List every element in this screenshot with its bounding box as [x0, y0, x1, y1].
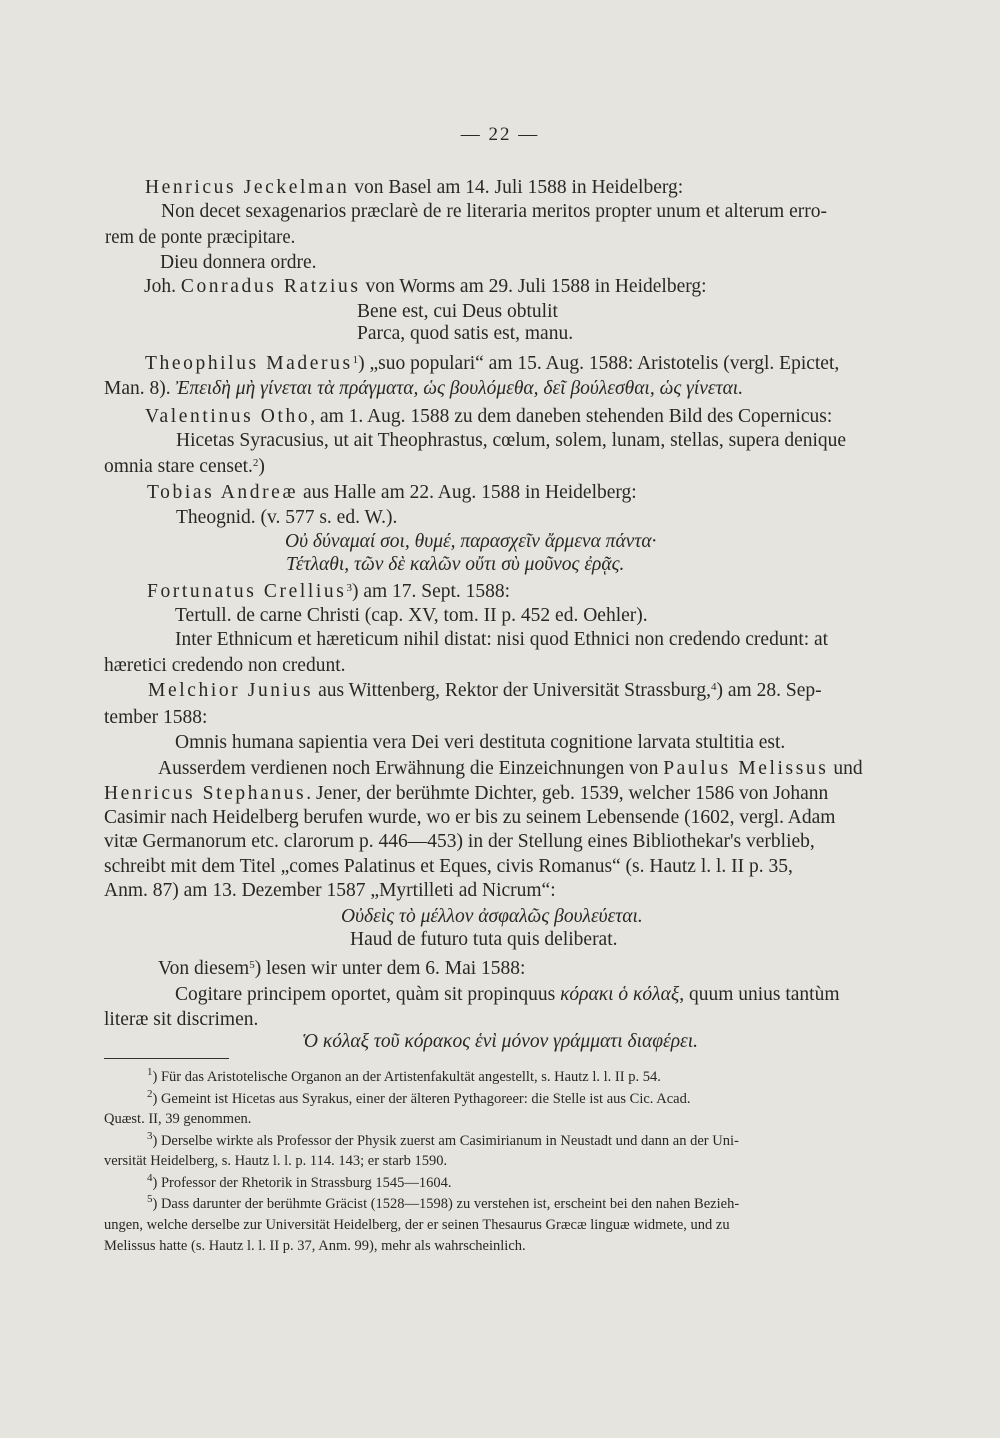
- text-line: [104, 654, 370, 678]
- text-run: Hicetas Syracusius, ut ait Theophrastus, cœlum, solem, lunam, stellas, supera denique: [176, 430, 847, 451]
- text-line: [357, 300, 573, 324]
- text-run: und: [828, 758, 863, 779]
- text-run: ): [258, 456, 265, 477]
- footnote-line: [147, 1173, 515, 1193]
- text-run: ) am 17. Sept. 1588:: [351, 581, 511, 602]
- text-run: Man. 8).: [104, 378, 176, 399]
- footnote-marker: 4: [147, 1172, 153, 1184]
- text-run: Casimir nach Heidelberg berufen wurde, wo er bis zu seinem Lebensende (1602, vergl. Adam: [104, 807, 836, 828]
- text-run: Omnis humana sapientia vera Dei veri destituta cognitione larvata stultitia est.: [175, 732, 786, 753]
- text-line: [341, 905, 671, 929]
- name-text: Conradus Ratzius: [180, 276, 361, 297]
- greek-text: Οὐ δύναμαί σοι, θυμέ, παρασχεῖν ἄρμενα πάντα·: [285, 531, 657, 552]
- text-run: ) „suo populari“ am 15. Aug. 1588: Aristotelis (vergl. Epictet,: [358, 353, 840, 374]
- text-run: hæretici credendo non credunt.: [104, 655, 346, 676]
- text-run: von Basel am 14. Juli 1588 in Heidelberg:: [349, 177, 684, 198]
- text-run: literæ sit discrimen.: [104, 1009, 259, 1030]
- text-line: [148, 679, 920, 703]
- text-run: schreibt mit dem Titel „comes Palatinus et Eques, civis Romanus“ (s. Hautz l. l. II p. 35,: [104, 856, 793, 877]
- footnote-marker: 2: [147, 1088, 153, 1100]
- text-run: Haud de futuro tuta quis deliberat.: [350, 929, 618, 950]
- text-line: [145, 352, 920, 376]
- text-line: [175, 628, 920, 652]
- text-line: [104, 782, 920, 806]
- text-line: [147, 580, 572, 604]
- text-run: ) am 28. Sep-: [716, 680, 822, 701]
- text-run: Parca, quod satis est, manu.: [357, 323, 574, 344]
- text-run: ) Gemeint ist Hicetas aus Syrakus, einer der älteren Pythagoreer: die Stelle ist aus Cic. Acad.: [152, 1091, 691, 1107]
- text-run: ungen, welche derselbe zur Universität Heidelberg, der er seinen Thesaurus Græcæ linguæ widmete, und zu: [104, 1217, 730, 1233]
- footnote-line: [104, 1151, 559, 1171]
- text-run: rem de ponte præcipitare.: [105, 227, 296, 248]
- footnote-rule: [104, 1058, 229, 1059]
- text-line: [175, 731, 887, 755]
- text-run: versität Heidelberg, s. Hautz l. l. p. 114. 143; er starb 1590.: [104, 1153, 448, 1169]
- text-run: ) Derselbe wirkte als Professor der Physik zuerst am Casimirianum in Neustadt und dann an der Uni-: [152, 1133, 739, 1149]
- greek-text: κόρακι ὁ κόλαξ: [560, 984, 680, 1005]
- greek-text: Οὐδεὶς τὸ μέλλον ἀσφαλῶς βουλεύεται.: [341, 906, 643, 927]
- greek-text: Τέτλαθι, τῶν δὲ καλῶν οὔτι σὺ μοῦνος ἐρᾷς.: [286, 554, 625, 575]
- text-run: aus Wittenberg, Rektor der Universität Strassburg,: [313, 680, 712, 701]
- footnote-line: [104, 1236, 664, 1256]
- text-run: von Worms am 29. Juli 1588 in Heidelberg:: [360, 276, 707, 297]
- text-run: ) Dass darunter der berühmte Gräcist (1528—1598) zu verstehen ist, erscheint bei den nahen Bezieh-: [152, 1196, 740, 1212]
- text-run: Theognid. (v. 577 s. ed. W.).: [176, 507, 398, 528]
- footnote-marker: 3: [147, 1130, 153, 1142]
- text-line: [357, 322, 595, 346]
- name-text: Paulus Melissus: [663, 758, 829, 779]
- text-line: [147, 481, 712, 505]
- footnote-marker: 4: [711, 681, 717, 693]
- text-run: Melissus hatte (s. Hautz l. l. II p. 37, Anm. 99), mehr als wahrscheinlich.: [104, 1238, 526, 1254]
- footnote-line: [147, 1194, 921, 1214]
- text-run: Ausserdem verdienen noch Erwähnung die Einzeichnungen von: [158, 758, 664, 779]
- footnote-marker: 1: [352, 354, 359, 366]
- text-run: ) lesen wir unter dem 6. Mai 1588:: [254, 958, 526, 979]
- text-line: [285, 530, 705, 554]
- footnote-marker: 5: [249, 959, 255, 971]
- text-run: Joh.: [144, 276, 181, 297]
- text-line: [104, 455, 314, 479]
- text-line: [104, 377, 864, 401]
- text-line: [175, 983, 920, 1007]
- text-run: . Jener, der berühmte Dichter, geb. 1539, welcher 1586 von Johann: [306, 783, 829, 804]
- text-line: [145, 176, 765, 200]
- text-line: [104, 830, 920, 854]
- text-line: [160, 251, 328, 275]
- text-run: , am 1. Aug. 1588 zu dem daneben stehenden Bild des Copernicus:: [310, 406, 833, 427]
- greek-text: Ἐπειδὴ μὴ γίνεται τὰ πράγματα, ὡς βουλόμεθα, δεῖ βούλεσθαι, ὡς γίνεται.: [175, 378, 744, 399]
- text-run: omnia stare censet.: [104, 456, 253, 477]
- text-line: [105, 226, 296, 250]
- text-line: [158, 757, 920, 781]
- text-line: [302, 1030, 756, 1054]
- text-line: [176, 429, 921, 453]
- text-run: Anm. 87) am 13. Dezember 1587 „Myrtilleti ad Nicrum“:: [104, 880, 556, 901]
- name-text: Melchior Junius: [148, 680, 314, 701]
- text-run: Dieu donnera ordre.: [160, 252, 317, 273]
- text-run: Tertull. de carne Christi (cap. XV, tom. II p. 452 ed. Oehler).: [175, 605, 648, 626]
- text-line: [104, 806, 920, 830]
- text-run: ) Für das Aristotelische Organon an der Artistenfakultät angestellt, s. Hautz l. l. II p. 54.: [152, 1069, 661, 1085]
- footnote-marker: 2: [252, 457, 259, 469]
- text-line: [104, 879, 624, 903]
- text-run: Von diesem: [158, 958, 250, 979]
- name-text: Tobias Andreæ: [147, 482, 299, 503]
- text-run: ) Professor der Rhetorik in Strassburg 1545—1604.: [152, 1175, 452, 1191]
- text-line: [350, 928, 660, 952]
- name-text: Fortunatus Crellius: [147, 581, 347, 602]
- footnote-marker: 3: [346, 582, 352, 594]
- text-run: tember 1588:: [104, 707, 208, 728]
- text-run: Quæst. II, 39 genommen.: [104, 1111, 252, 1127]
- footnote-line: [147, 1067, 837, 1087]
- text-line: [104, 1008, 280, 1032]
- footnote-line: [104, 1215, 921, 1235]
- text-run: Non decet sexagenarios præclarè de re literaria meritos propter unum et alterum erro-: [161, 201, 827, 222]
- footnote-line: [147, 1089, 921, 1109]
- name-text: Valentinus Otho: [145, 406, 311, 427]
- text-run: aus Halle am 22. Aug. 1588 in Heidelberg:: [298, 482, 637, 503]
- text-line: [161, 200, 921, 224]
- text-run: Inter Ethnicum et hæreticum nihil distat: nisi quod Ethnici non credendo credunt: at: [175, 629, 829, 650]
- greek-text: Ὁ κόλαξ τοῦ κόρακος ἑνὶ μόνον γράμματι διαφέρει.: [302, 1031, 699, 1052]
- text-line: [158, 957, 576, 981]
- text-line: [286, 553, 668, 577]
- text-line: [104, 855, 920, 879]
- name-text: Theophilus Maderus: [145, 353, 353, 374]
- text-run: , quum unius tantùm: [679, 984, 840, 1005]
- text-line: [144, 275, 794, 299]
- footnote-marker: 1: [147, 1066, 153, 1078]
- footnote-line: [104, 1109, 310, 1129]
- text-run: Cogitare principem oportet, quàm sit propinquus: [175, 984, 561, 1005]
- name-text: Henricus Stephanus: [104, 783, 307, 804]
- text-run: Bene est, cui Deus obtulit: [357, 301, 558, 322]
- footnote-line: [147, 1131, 921, 1151]
- text-line: [176, 506, 428, 530]
- text-line: [175, 604, 715, 628]
- page-number: — 22 —: [460, 124, 540, 145]
- text-line: [104, 706, 222, 730]
- text-run: vitæ Germanorum etc. clarorum p. 446—453) in der Stellung eines Bibliothekar's verblieb,: [104, 831, 815, 852]
- footnote-marker: 5: [147, 1193, 153, 1205]
- name-text: Henricus Jeckelman: [145, 177, 350, 198]
- text-line: [145, 405, 920, 429]
